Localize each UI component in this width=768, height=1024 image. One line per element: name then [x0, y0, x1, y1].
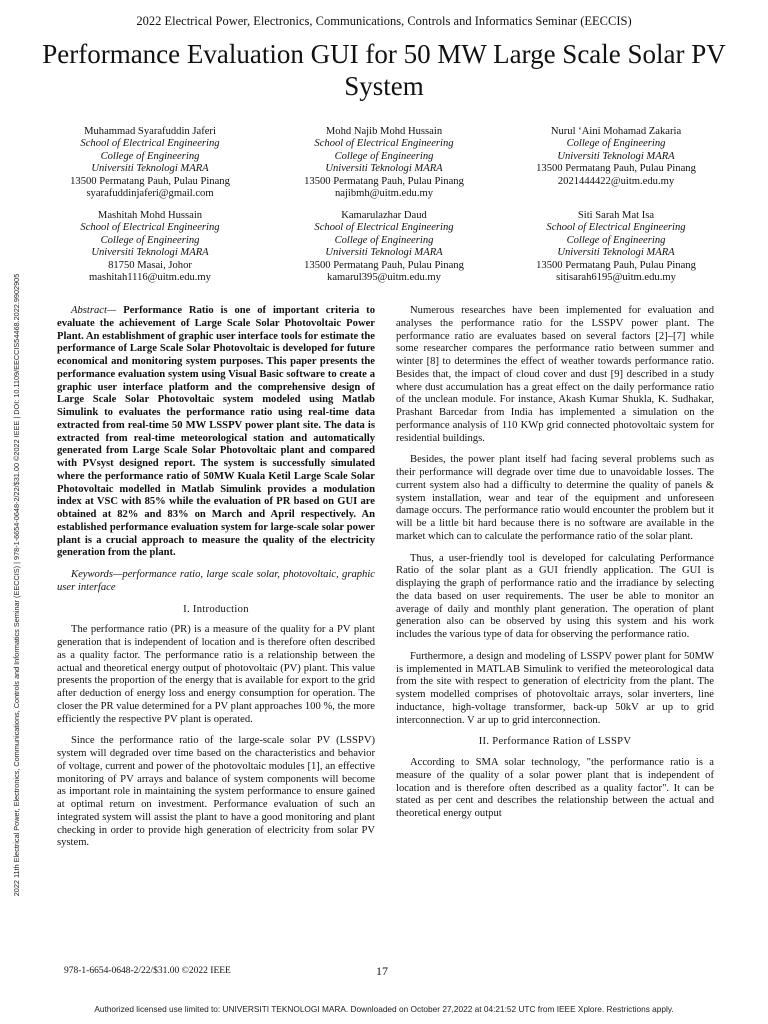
author-email[interactable]: mashitah1116@uitm.edu.my — [89, 272, 211, 284]
body-paragraph: According to SMA solar technology, "the performance ratio is a measure of the quality of a solar power plant that is independent of location and is therefore often described as a quality factor". It can be stated as per cent and describes the relationship between the actual and theoretical energy output — [396, 757, 714, 819]
body-paragraph: Thus, a user-friendly tool is developed for calculating Performance Ratio of the solar plant as a GUI friendly application. The GUI is displaying the graph of performance ratio and the irradiance by selecting the data based on user requirements. The user be able to monitor an average of daily and monthly plant generation. The operation of plant generation also can be observed by using this system and his work includes the various type of data for observing the performance ratio. — [396, 552, 714, 640]
author-name: Muhammad Syarafuddin Jaferi — [84, 126, 216, 137]
footer-isbn: 978-1-6654-0648-2/22/$31.00 ©2022 IEEE — [64, 966, 231, 976]
author-block: Mashitah Mohd Hussain School of Electrical Engineering College of Engineering Universiti Teknologi MARA 81750 Masai, Johor mashitah1116@uitm.edu.my — [30, 210, 270, 284]
abstract-text: Performance Ratio is one of important criteria to evaluate the achievement of Large Scale Solar Photovoltaic Power Plant. An establishment of graphic user interface tools for estimate the performance of Large Scale Solar Photovoltaic is developed for future economical and monitoring system purposes. This paper presents the performance evaluation system using Visual Basic software to create a graphic user interface platform and the comprehensive design of Large Scale Solar Photovoltaic system modeled using Matlab Simulink to evaluates the performance ratio using real-time data extracted from real-time 50 MW LSSPV power plant site. The data is extracted from real-time meteorological station and automatically generated from Large Scale Solar Photovoltaic plant and compared with PVsyst designed report. The system is successfully simulated where the performance ratio of 50MW Kuala Ketil Large Scale Solar Photovoltaic modelled in Matlab Simulink provides a modulation index at VSC with 85% while the evaluation of PR based on GUI are obtained at 82% and 83% on March and April respectively. An established performance evaluation system for large-scale solar power plant is a crucial approach to measure the quality of the electricity generation from the plant. — [57, 305, 375, 559]
paper-title: Performance Evaluation GUI for 50 MW Large Scale Solar PV System — [42, 39, 726, 101]
section-heading-introduction: I. Introduction — [183, 603, 249, 615]
abstract: Abstract— Performance Ratio is one of important criteria to evaluate the achievement of Large Scale Solar Photovoltaic Power Plant. An establishment of graphic user interface tools for estimate the performance of Large Scale Solar Photovoltaic is developed for future economical and monitoring system purposes. This paper presents the performance evaluation system using Visual Basic software to create a graphic user interface platform and the comprehensive design of Large Scale Solar Photovoltaic system modeled using Matlab Simulink to evaluates the performance ratio using real-time data extracted from real-time 50 MW LSSPV power plant site. The data is extracted from real-time meteorological station and automatically generated from Large Scale Solar Photovoltaic plant and compared with PVsyst designed report. The system is successfully simulated where the performance ratio of 50MW Kuala Ketil Large Scale Solar Photovoltaic modelled in Matlab Simulink provides a modulation index at VSC with 85% while the evaluation of PR based on GUI are obtained at 82% and 83% on March and April respectively. An established performance evaluation system for large-scale solar power plant is a crucial approach to measure the quality of the electricity generation from the plant. — [57, 305, 375, 559]
author-name: Siti Sarah Mat Isa — [577, 210, 655, 221]
abstract-label: Abstract — [71, 305, 107, 316]
author-block: Mohd Najib Mohd Hussain School of Electrical Engineering College of Engineering Universiti Teknologi MARA 13500 Permatang Pauh, Pulau Pinang najibmh@uitm.edu.my — [264, 126, 504, 200]
section-heading-performance-ratio: II. Performance Ration of LSSPV — [478, 736, 632, 748]
body-paragraph: Furthermore, a design and modeling of LSSPV power plant for 50MW is implemented in MATLAB Simulink to verified the meteorological data from the site with respect to generation of electricity from the plant. The system modelled comprises of photovoltaic arrays, solar inverters, line inductance, high-voltage transformer, back-up 50kV ar up to grid interconnection. V ar up to grid interconnection. — [396, 650, 714, 726]
author-email[interactable]: 2021444422@uitm.edu.my — [557, 175, 675, 187]
keywords-text: performance ratio, large scale solar, photovoltaic, graphic user interface — [57, 569, 375, 593]
author-block: Siti Sarah Mat Isa School of Electrical Engineering College of Engineering Universiti Teknologi MARA 13500 Permatang Pauh, Pulau Pinang sitisarah6195@uitm.edu.my — [496, 210, 736, 284]
body-paragraph: The performance ratio (PR) is a measure of the quality for a PV plant generation that is independent of location and is therefore often described as a quality factor. The performance ratio is a relationship between the actual and theoretical energy output of photovoltaic (PV) plant. This value presents the proportion of the energy that is available for export to the grid after deduction of energy loss and energy consumption for operation. The closer the PR value determined for a PV plant approaches 100 %, the more efficiently the respective PV plant is operated. — [57, 624, 375, 725]
author-name: Kamarulazhar Daud — [341, 210, 427, 221]
body-paragraph: Since the performance ratio of the large-scale solar PV (LSSPV) system will degraded over time based on the characteristics and behavior of voltage, current and power of the photovoltaic modules [1], an effective monitoring of PV arrays and balance of system components will become as important role in maintaining the system performance to ensure gained at optimal return on investment. Performance evaluation of such an integrated system will assist the plant to have a good monitoring and plant checking in order to provide high generation of electricity from solar PV system. — [57, 735, 375, 849]
author-email[interactable]: kamarul395@uitm.edu.my — [327, 272, 441, 284]
author-email[interactable]: syarafuddinjaferi@gmail.com — [86, 188, 214, 200]
side-citation: 2022 11th Electrical Power, Electronics, Communications, Controls and Informatics Seminar (EECCIS) | 978-1-6654-0648-2/22/$31.00 ©2022 IEEE | DOI: 10.1109/EECCIS54468.2022.9902905 — [12, 273, 21, 897]
keywords: Keywords—performance ratio, large scale solar, photovoltaic, graphic user interface — [57, 569, 375, 593]
author-name: Mashitah Mohd Hussain — [97, 210, 203, 221]
author-block: Muhammad Syarafuddin Jaferi School of Electrical Engineering College of Engineering Universiti Teknologi MARA 13500 Permatang Pauh, Pulau Pinang syarafuddinjaferi@gmail.com — [30, 126, 270, 200]
right-column — [396, 305, 714, 830]
keywords-label: Keywords — [71, 569, 113, 580]
author-block: Nurul ‘Aini Mohamad Zakaria College of Engineering Universiti Teknologi MARA 13500 Permatang Pauh, Pulau Pinang 2021444422@uitm.edu.my — [496, 126, 736, 188]
conference-header: 2022 Electrical Power, Electronics, Communications, Controls and Informatics Seminar (EECCIS) — [136, 14, 632, 28]
author-email[interactable]: sitisarah6195@uitm.edu.my — [556, 272, 676, 284]
body-paragraph: Numerous researches have been implemented for evaluation and analyses the performance ratio for the LSSPV power plant. The performance ratio are evaluates based on several factors [2]–[7] while some researcher compares the performance ratio between summer and winter [8] to determines the effect of weather towards performance ratio. Besides that, the impact of cloud cover and dust [9] described in a study where dust accumulation has a great effect on the daily performance ratio of the unclean module. For instance, Akash Kumar Shukla, K. Sudhakar, Prashant Barcedar from India has implemented a simulation on the performance analysis of 110 KWp grid connected photovoltaic system for residential buildings. — [396, 305, 714, 444]
left-column — [57, 305, 375, 859]
author-name: Nurul ‘Aini Mohamad Zakaria — [550, 126, 682, 137]
author-block: Kamarulazhar Daud School of Electrical Engineering College of Engineering Universiti Teknologi MARA 13500 Permatang Pauh, Pulau Pinang kamarul395@uitm.edu.my — [264, 210, 504, 284]
author-email[interactable]: najibmh@uitm.edu.my — [334, 188, 434, 200]
body-paragraph: Besides, the power plant itself had facing several problems such as their performance will degrade over time due to unavoidable losses. The current system also had a difficulty to determine the quality of panels & system installation, wear and tear of the equipment and unforeseen damage occurs. The performance ratio would encounter the problem but it will be a little bit hard because there is no software are available in the market which can to calculate the performance ratio of the solar plant. — [396, 454, 714, 542]
author-name: Mohd Najib Mohd Hussain — [325, 126, 443, 137]
license-notice: Authorized licensed use limited to: UNIVERSITI TEKNOLOGI MARA. Downloaded on October 27,2022 at 04:21:52 UTC from IEEE Xplore. Restrictions apply. — [94, 1004, 674, 1014]
page-number: 17 — [376, 964, 388, 978]
